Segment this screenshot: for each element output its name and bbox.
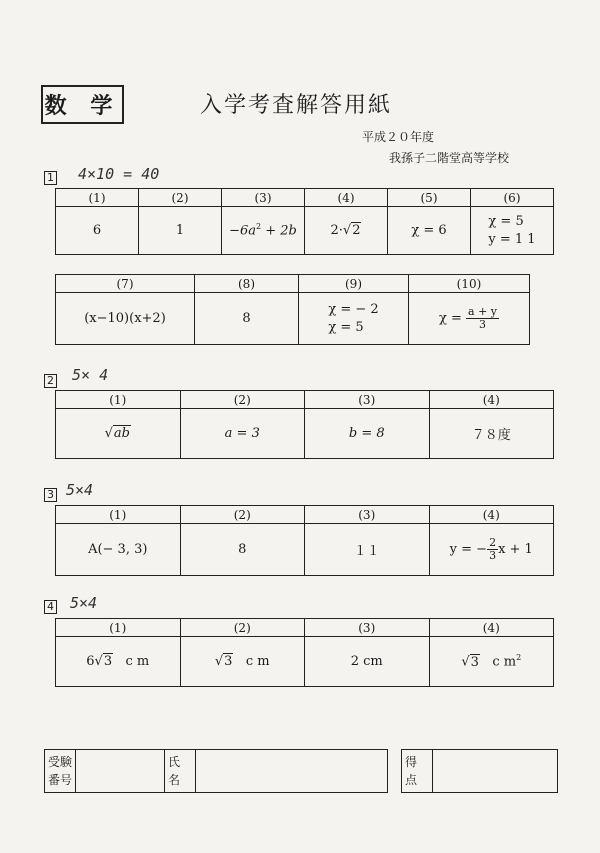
answer-cell: A(− 3, 3) [56,524,181,576]
answer-part: ab [113,426,130,441]
header-cell: (2) [180,506,305,524]
answer-part: χ = [438,311,462,326]
answer-part: c m [125,654,150,669]
answer-part: 2 [256,222,262,232]
answer-cell: 1 [139,207,222,255]
subject-box [41,85,124,124]
answer-cell: １１ [305,524,430,576]
answer-part: c m [245,654,270,669]
answer-cell [299,293,409,345]
answer-table-q3 [55,505,554,576]
score-field[interactable] [433,750,558,793]
header-cell: (2) [180,619,305,637]
header-cell: (5) [388,189,471,207]
handwritten-note-q3: 5×4 [66,481,94,499]
answer-part: + 2b [261,223,297,239]
answer-cell [222,207,305,255]
name-field[interactable] [196,750,388,793]
question-number-3: 3 [44,488,57,502]
header-cell: (3) [222,189,305,207]
header-cell: (8) [195,275,299,293]
answer-cell: 6√3 c m [56,637,181,687]
handwritten-note-q2: 5× 4 [72,366,109,384]
label-part: 点 [405,773,418,787]
score-box [401,749,558,793]
answer-part: x + 1 [498,542,533,557]
answer-cell: 6 [56,207,139,255]
school-name: 我孫子二階堂高等学校 [389,151,510,165]
answer-part: 3 [489,549,497,562]
question-number-4: 4 [44,600,57,614]
answer-part: a + y [468,305,498,318]
answer-part: χ = 5 [488,213,524,229]
answer-cell: 8 [195,293,299,345]
handwritten-note-q1: 4×10 = 40 [78,165,160,183]
answer-part: y = 1 1 [488,231,536,247]
answer-part: 2 [516,653,522,663]
header-cell: (4) [429,391,554,409]
header-cell: (4) [305,189,388,207]
page-title: 入学考査解答用紙 [200,93,393,118]
header-cell: (3) [305,619,430,637]
label-part: 名 [168,773,181,787]
answer-part: χ = − 2 [328,301,379,317]
answer-cell: (x−10)(x+2) [56,293,195,345]
header-cell: (7) [56,275,195,293]
answer-part: 3 [224,654,233,669]
answer-cell: √3 c m [180,637,305,687]
answer-cell [409,293,530,345]
answer-cell [429,524,554,576]
header-cell: (1) [56,391,181,409]
header-cell: (10) [409,275,530,293]
answer-table-q2 [55,390,554,459]
answer-part: y = − [449,542,488,557]
label-part: 受験 [48,755,73,769]
answer-table-q1-part2 [55,274,530,345]
question-number-2: 2 [44,374,57,388]
header-cell: (9) [299,275,409,293]
exam-year: 平成２０年度 [362,130,435,144]
answer-cell [471,207,554,255]
exam-number-field[interactable] [76,750,165,793]
header-cell: (2) [139,189,222,207]
subject-label: 数 学 [44,93,121,119]
score-label [402,750,433,793]
answer-cell: 8 [180,524,305,576]
answer-part: 3 [103,654,113,669]
header-cell: (1) [56,189,139,207]
answer-cell: ７８度 [429,409,554,459]
answer-part: 2· [330,223,343,238]
header-cell: (3) [305,391,430,409]
answer-cell: χ = 6 [388,207,471,255]
answer-part: 3 [479,318,487,331]
answer-part: c m [492,654,517,670]
label-part: 得 [405,755,418,769]
handwritten-note-q4: 5×4 [70,594,98,612]
header-cell: (4) [429,619,554,637]
header-cell: (4) [429,506,554,524]
answer-table-q1-part1 [55,188,554,255]
header-cell: (1) [56,506,181,524]
answer-part: 3 [470,654,479,670]
answer-part: 6 [86,654,95,669]
answer-cell: √ab [56,409,181,459]
answer-cell: b = 8 [305,409,430,459]
header-cell: (6) [471,189,554,207]
answer-part: 2 [352,223,361,238]
answer-cell: a = 3 [180,409,305,459]
answer-part: χ = 5 [328,319,364,335]
header-cell: (1) [56,619,181,637]
question-number-1: 1 [44,171,57,185]
answer-cell: √3 c $m^2$ [429,637,554,687]
name-label [165,750,196,793]
label-part: 番号 [48,773,73,787]
answer-cell: 2 cm [305,637,430,687]
exam-name-box [44,749,388,793]
answer-part: 2 [489,536,497,549]
header-cell: (2) [180,391,305,409]
answer-part: −6a [229,223,257,239]
answer-table-q4 [55,618,554,687]
header-cell: (3) [305,506,430,524]
label-part: 氏 [168,755,181,769]
exam-number-label [45,750,76,793]
answer-cell: 2·√2 [305,207,388,255]
